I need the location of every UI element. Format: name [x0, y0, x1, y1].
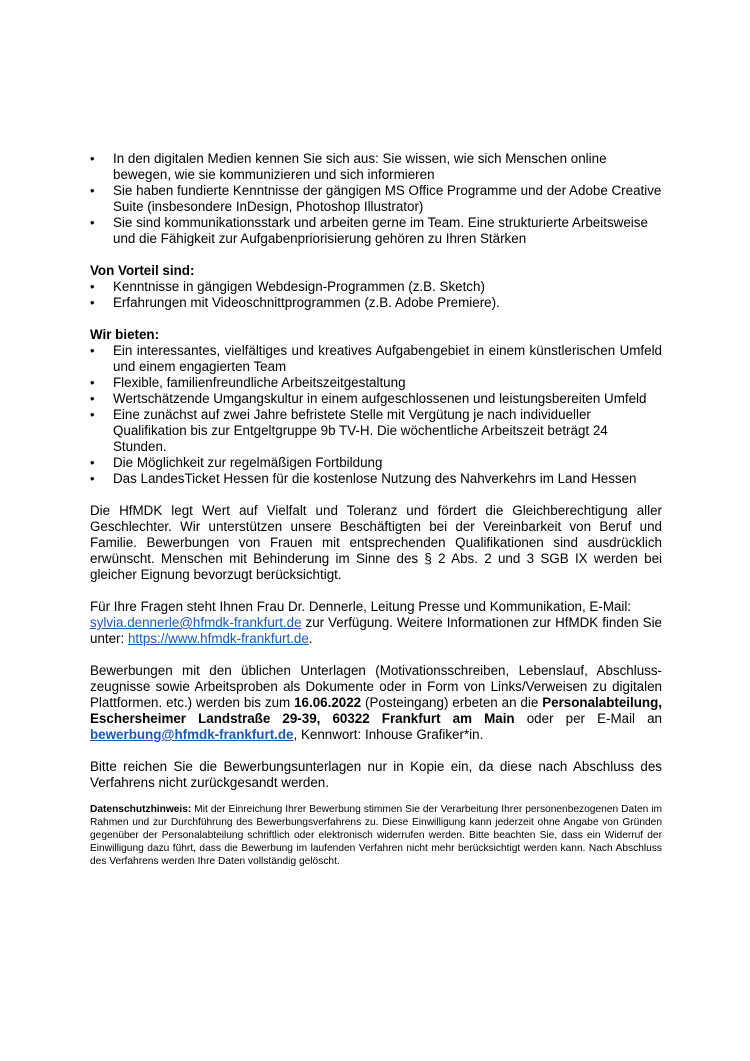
list-item: • Sie sind kommunikationsstark und arbeiten gerne im Team. Eine strukturierte Arbeitsweise und die Fähigkeit zur Aufgabenpriorisierung gehören zu Ihren Stärken [90, 215, 662, 247]
application-deadline: 16.06.2022 [294, 695, 362, 710]
contact-text: . [308, 631, 313, 646]
offer-list [90, 343, 662, 487]
application-paragraph [90, 663, 662, 743]
contact-text: Für Ihre Fragen steht Ihnen Frau Dr. Dennerle, Leitung Presse und Kommunikation, E-Mail: [90, 599, 632, 614]
list-item: • In den digitalen Medien kennen Sie sich aus: Sie wissen, wie sich Menschen online bewegen, wie sie kommunizieren und sich informieren [90, 151, 662, 183]
requirements-list [90, 151, 662, 247]
privacy-label: Datenschutzhinweis: [90, 804, 192, 815]
website-link[interactable]: https://www.hfmdk-frankfurt.de [127, 631, 309, 646]
list-item: • Kenntnisse in gängigen Webdesign-Programmen (z.B. Sketch) [90, 279, 662, 295]
privacy-notice [90, 803, 662, 868]
application-address: Personalabteilung, Eschersheimer Landstraße 29-39, 60322 Frankfurt am Main [90, 695, 662, 726]
offer-heading: Wir bieten: [90, 327, 160, 342]
contact-text: zur Verfügung. Weitere Informationen zur HfMDK finden Sie unter: [90, 615, 662, 646]
advantages-heading: Von Vorteil sind: [90, 263, 195, 278]
privacy-text: Mit der Einreichung Ihrer Bewerbung stimmen Sie der Verarbeitung Ihrer personenbezogenen Daten im Rahmen und zur Durchführung des Bewerbungsverfahrens zu. Diese Einwilligung kann jederzeit ohne Angabe von Gründen gegenüber der Personalabteilung schriftlich oder elektronisch widerrufen werden. Bitte beachten Sie, dass ein Widerruf der Einwilligung dazu führt, dass die Bewerbung im laufenden Verfahren nicht mehr berücksichtigt werden kann. Nach Abschluss des Verfahrens werden Ihre Daten vollständig gelöscht. [90, 804, 662, 867]
list-item: • Das LandesTicket Hessen für die kostenlose Nutzung des Nahverkehrs im Land Hessen [90, 471, 662, 487]
document-content [90, 151, 662, 868]
list-item: • Ein interessantes, vielfältiges und kreatives Aufgabengebiet in einem künstlerischen Umfeld und einem engagierten Team [90, 343, 662, 375]
list-item: • Flexible, familienfreundliche Arbeitszeitgestaltung [90, 375, 662, 391]
application-text: Bewerbungen mit den üblichen Unterlagen (Motivationsschreiben, Lebenslauf, Abschluss- zeugnisse sowie Arbeitsproben als Dokumente oder in Form von Links/Verweisen zu digitalen Plattformen. etc.) werden bis zum [90, 663, 662, 710]
advantages-list [90, 279, 662, 311]
copy-note: Bitte reichen Sie die Bewerbungsunterlagen nur in Kopie ein, da diese nach Abschluss des Verfahrens nicht zurückgesandt werden. [90, 759, 662, 790]
list-item: • Sie haben fundierte Kenntnisse der gängigen MS Office Programme und der Adobe Creative Suite (insbesondere InDesign, Photoshop Illustrator) [90, 183, 662, 215]
contact-email-link[interactable]: sylvia.dennerle@hfmdk-frankfurt.de [90, 615, 302, 630]
application-text: , Kennwort: Inhouse Grafiker*in. [293, 727, 484, 742]
application-text: (Posteingang) erbeten an die [361, 695, 543, 710]
diversity-paragraph: Die HfMDK legt Wert auf Vielfalt und Toleranz und fördert die Gleichberechtigung aller Geschlechter. Wir unterstützen unsere Beschäftigten bei der Vereinbarkeit von Beruf und Familie. Bewerbungen von Frauen mit entsprechenden Qualifikationen sind ausdrücklich erwünscht. Menschen mit Behinderung im Sinne des § 2 Abs. 2 und 3 SGB IX werden bei gleicher Eignung bevorzugt berücksichtigt. [90, 503, 662, 582]
application-email-link[interactable]: bewerbung@hfmdk-frankfurt.de [90, 727, 294, 742]
application-text: oder per E-Mail an [514, 711, 663, 726]
list-item: • Eine zunächst auf zwei Jahre befristete Stelle mit Vergütung je nach individueller Qualifikation bis zur Entgeltgruppe 9b TV-H. Die wöchentliche Arbeitszeit beträgt 24 Stunden. [90, 407, 662, 455]
contact-paragraph [90, 599, 662, 647]
list-item: • Wertschätzende Umgangskultur in einem aufgeschlossenen und leistungsbereiten Umfeld [90, 391, 662, 407]
list-item: • Erfahrungen mit Videoschnittprogrammen (z.B. Adobe Premiere). [90, 295, 662, 311]
list-item: • Die Möglichkeit zur regelmäßigen Fortbildung [90, 455, 662, 471]
